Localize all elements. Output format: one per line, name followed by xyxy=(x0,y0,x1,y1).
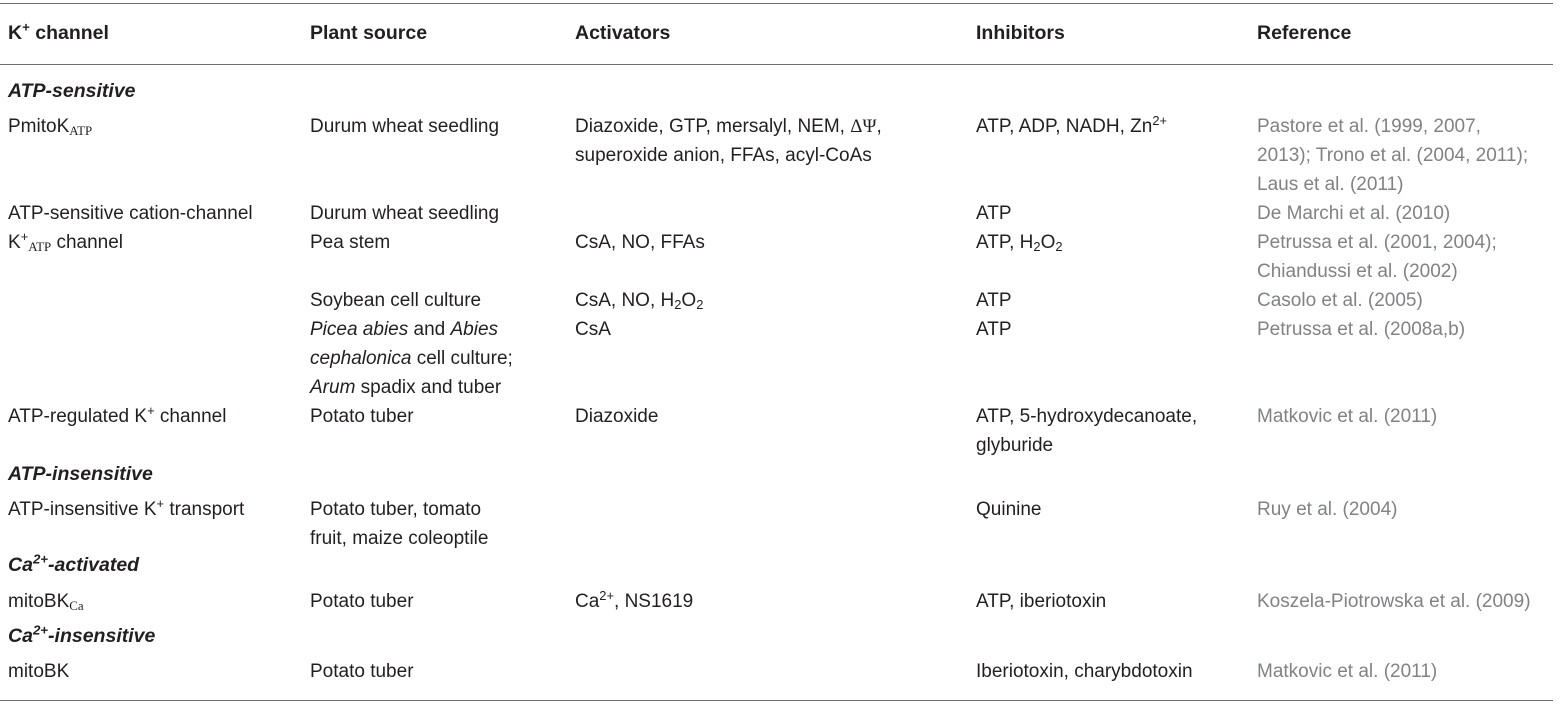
bottom-rule xyxy=(0,700,1553,701)
row-soybean-inhibitors: ATP xyxy=(976,290,1012,311)
row-picea-activators: CsA xyxy=(575,319,611,340)
row-atp-regulated-inhibitors-line1: ATP, 5-hydroxydecanoate, xyxy=(976,406,1198,427)
row-katp-reference-line1: Petrussa et al. (2001, 2004); xyxy=(1257,232,1497,253)
row-pmitok-source: Durum wheat seedling xyxy=(310,116,500,137)
row-pmitok-activators-line1: Diazoxide, GTP, mersalyl, NEM, ΔΨ, xyxy=(575,116,882,137)
col-header-reference: Reference xyxy=(1257,22,1352,44)
row-pmitok-reference-line2: 2013); Trono et al. (2004, 2011); xyxy=(1257,145,1529,166)
header-rule xyxy=(0,64,1553,65)
row-atp-regulated-reference: Matkovic et al. (2011) xyxy=(1257,406,1438,427)
row-insensitive-transport-channel: ATP-insensitive K+ transport xyxy=(8,495,245,520)
row-cation-reference: De Marchi et al. (2010) xyxy=(1257,203,1451,224)
col-header-channel: K+ channel xyxy=(8,19,109,44)
row-mitobkca-reference: Koszela-Piotrowska et al. (2009) xyxy=(1257,591,1531,612)
row-insensitive-transport-reference: Ruy et al. (2004) xyxy=(1257,499,1398,520)
row-katp-source: Pea stem xyxy=(310,232,391,253)
row-cation-source: Durum wheat seedling xyxy=(310,203,500,224)
row-picea-inhibitors: ATP xyxy=(976,319,1012,340)
row-katp-channel: $K^+_{ATP}$ channel xyxy=(8,228,124,255)
row-atp-regulated-inhibitors-line2: glyburide xyxy=(976,435,1054,456)
row-katp-reference-line2: Chiandussi et al. (2002) xyxy=(1257,261,1458,282)
row-insensitive-transport-source-line1: Potato tuber, tomato xyxy=(310,499,482,520)
row-mitobk-source: Potato tuber xyxy=(310,661,414,682)
row-mitobkca-channel: mitoBK$_{Ca}$ xyxy=(8,591,84,614)
row-picea-source-line1: Picea abies and Abies xyxy=(310,319,499,340)
row-mitobk-reference: Matkovic et al. (2011) xyxy=(1257,661,1438,682)
section-ca-insensitive: $Ca^{2+}$-insensitive xyxy=(8,622,156,647)
row-pmitok-inhibitors: ATP, ADP, NADH, $Zn^{2+}$ xyxy=(976,112,1168,137)
row-katp-activators: CsA, NO, FFAs xyxy=(575,232,705,253)
row-picea-source-line2: cephalonica cell culture; xyxy=(310,348,513,369)
row-cation-inhibitors: ATP xyxy=(976,203,1012,224)
row-mitobkca-source: Potato tuber xyxy=(310,591,414,612)
row-picea-reference: Petrussa et al. (2008a,b) xyxy=(1257,319,1466,340)
col-header-plant-source: Plant source xyxy=(310,22,428,44)
row-atp-regulated-source: Potato tuber xyxy=(310,406,414,427)
col-header-inhibitors: Inhibitors xyxy=(976,22,1065,44)
row-soybean-source: Soybean cell culture xyxy=(310,290,482,311)
row-picea-source-line3: Arum spadix and tuber xyxy=(310,377,502,398)
row-pmitok-reference-line1: Pastore et al. (1999, 2007, xyxy=(1257,116,1481,137)
row-pmitok-reference-line3: Laus et al. (2011) xyxy=(1257,174,1404,195)
row-pmitok-channel: PmitoK$_{ATP}$ xyxy=(8,116,93,139)
row-katp-inhibitors: ATP, $H_2O_2$ xyxy=(976,232,1063,255)
row-cation-channel: ATP-sensitive cation-channel xyxy=(8,203,253,224)
col-header-activators: Activators xyxy=(575,22,671,44)
row-atp-regulated-channel: ATP-regulated K+ channel xyxy=(8,402,227,427)
row-atp-regulated-activators: Diazoxide xyxy=(575,406,659,427)
row-pmitok-activators-line2: superoxide anion, FFAs, acyl-CoAs xyxy=(575,145,872,166)
row-mitobk-channel: mitoBK xyxy=(8,661,70,682)
row-soybean-reference: Casolo et al. (2005) xyxy=(1257,290,1423,311)
section-ca-activated: $Ca^{2+}$-activated xyxy=(8,551,140,576)
row-mitobkca-activators: $Ca^{2+}$, NS1619 xyxy=(575,587,694,612)
row-insensitive-transport-inhibitors: Quinine xyxy=(976,499,1042,520)
section-atp-sensitive: ATP-sensitive xyxy=(8,80,136,102)
row-soybean-activators: CsA, NO, $H_2O_2$ xyxy=(575,290,704,313)
section-atp-insensitive: ATP-insensitive xyxy=(8,463,153,485)
row-insensitive-transport-source-line2: fruit, maize coleoptile xyxy=(310,528,489,549)
top-rule xyxy=(0,3,1553,4)
row-mitobkca-inhibitors: ATP, iberiotoxin xyxy=(976,591,1107,612)
row-mitobk-inhibitors: Iberiotoxin, charybdotoxin xyxy=(976,661,1193,682)
